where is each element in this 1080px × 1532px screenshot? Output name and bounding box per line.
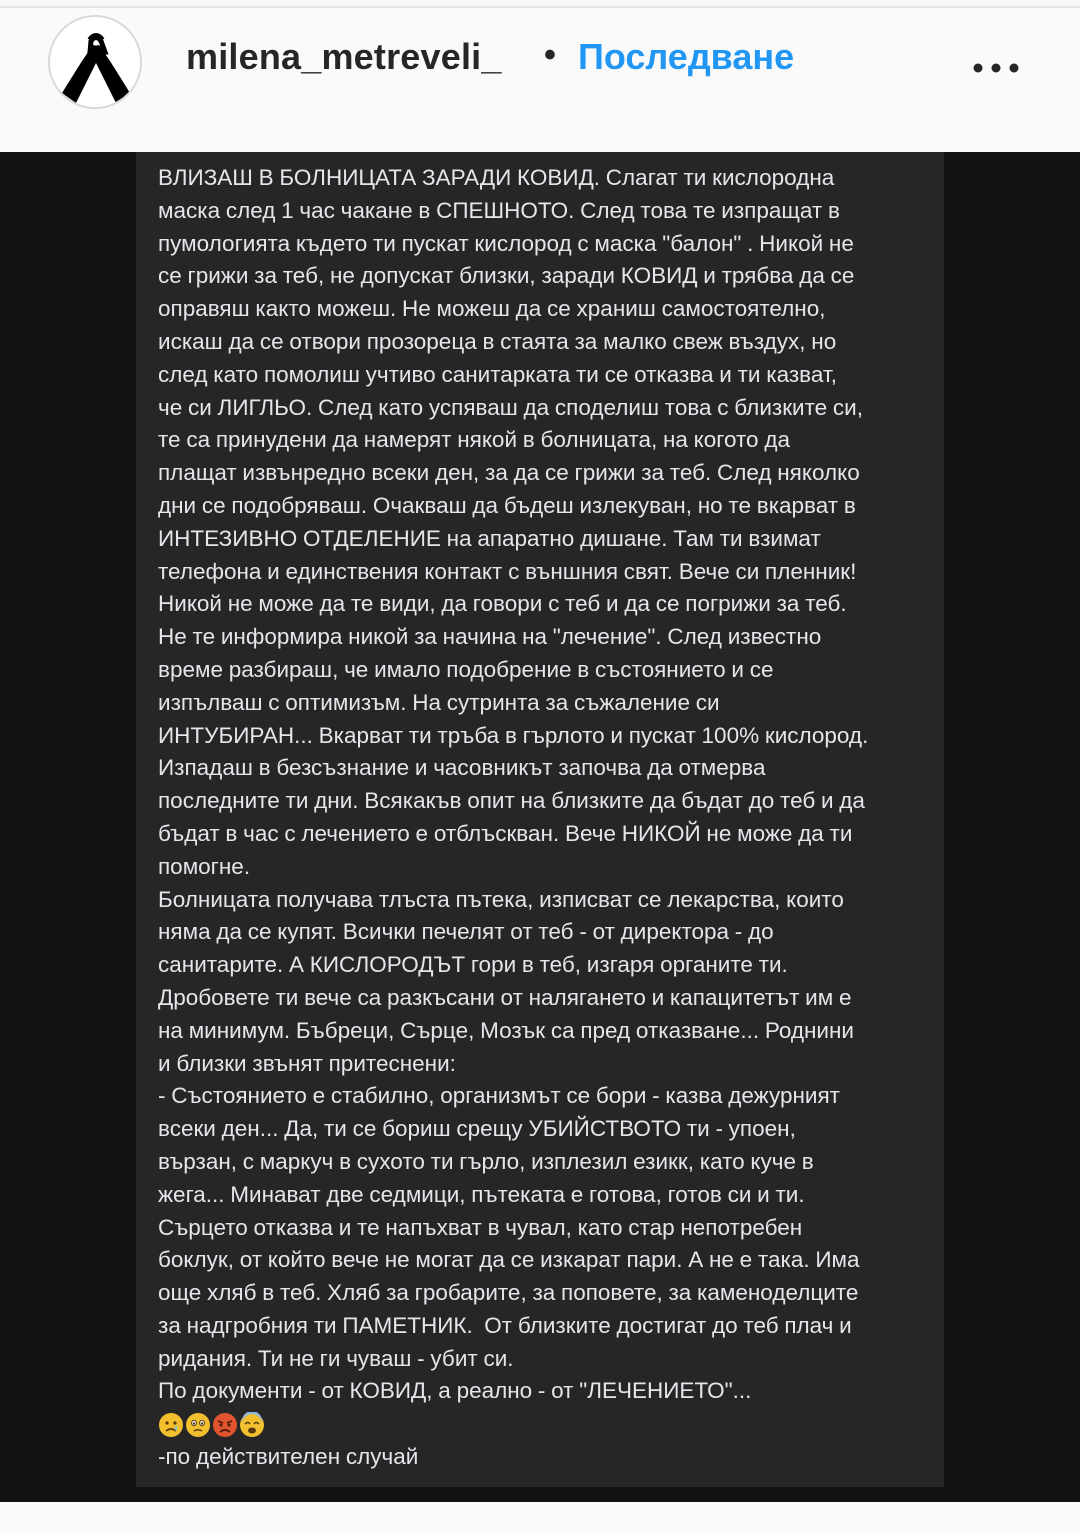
post-paragraph-3: - Състоянието е стабилно, организмът се бори - казва дежурният всеки ден... Да, ти се бориш срещу УБИЙСТВОТО ти - упоен, вързан, с маркуч в сухото ти гърло, изплезил езикк, като куче в жега... Минават две седмици, пътеката е готова, готов си и ти. Сърцето отказва и те напъхват в чувал, като стар непотребен боклук, от който вече не могат да се изкарат пари. А не е така. Има още хляб в теб. Хляб за гробарите, за поповете, за каменоделците за надгробния ти ПАМЕТНИК. От близките достигат до теб плач и ридания. Ти не ги чуваш - убит си. [158,1083,860,1371]
emoji-row [158,1408,944,1441]
crying-face-icon [185,1412,211,1438]
username[interactable]: milena_metreveli_ [186,36,502,77]
sad-face-icon [158,1412,184,1438]
follow-button[interactable]: Последване [578,36,795,77]
avatar[interactable] [48,15,142,109]
post-signature: -по действителен случай [158,1444,419,1470]
post-image [0,152,1080,1502]
angry-face-icon [212,1412,238,1438]
post-text-panel [136,152,944,1487]
post-text [158,162,944,1474]
post-paragraph-1: ВЛИЗАШ В БОЛНИЦАТА ЗАРАДИ КОВИД. Слагат ти кислородна маска след 1 час чакане в СПЕШНОТО. След това те изпращат в пумологията където ти пускат кислород с маска "балон" . Никой не се грижи за теб, не допускат близки, заради КОВИД и трябва да се оправяш както можеш. Не можеш да се храниш самостоятелно, искаш да се отвори прозореца в стаята за малко свеж въздух, но след като помолиш учтиво санитарката ти се отказва и ти казват, че си ЛИГЛЬО. След като успяваш да споделиш това с близките си, те са принудени да намерят някой в болницата, на когото да плащат извънредно всеки ден, за да се грижи за теб. След няколко дни се подобряваш. Очакваш да бъдеш излекуван, но те вкарват в ИНТЕЗИВНО ОТДЕЛЕНИЕ на апаратно дишане. Там ти взимат телефона и единствения контакт с външния свят. Вече си пленник! Никой не може да те види, да говори с теб и да се погрижи за теб. Не те информира никой за начина на "лечение". След известно време разбираш, че имало подобрение в състоянието и се изпълваш с оптимизъм. На сутринта за съжаление си ИНТУБИРАН... Вкарват ти тръба в гърлото и пускат 100% кислород. Изпадаш в безсъзнание и часовникът започва да отмерва последните ти дни. Всякакъв опит на близките да бъдат до теб и да бъдат в час с лечението е отблъскван. Вече НИКОЙ не може да ти помогне. [158,165,869,879]
post-paragraph-4: По документи - от КОВИД, а реално - от "ЛЕЧЕНИЕТО"... [158,1378,752,1404]
bottom-strip [0,1502,1080,1532]
separator-dot: • [544,36,556,74]
post-paragraph-2: Болницата получава тлъста пътека, изписват се лекарства, които няма да се купят. Всички печелят от теб - от директора - до санитарите. А КИСЛОРОДЪТ гори в теб, изгаря органите ти. Дробовете ти вече са разкъсани от налягането и капацитетът им е на минимум. Бъбреци, Сърце, Мозък са пред отказване... Роднини и близки звънят притеснени: [158,886,854,1076]
black-ribbon-icon [50,17,142,109]
fearful-face-icon [239,1412,265,1438]
more-options-button[interactable] [966,48,1026,88]
post-header [0,8,1080,152]
more-options-icon [966,48,1026,88]
